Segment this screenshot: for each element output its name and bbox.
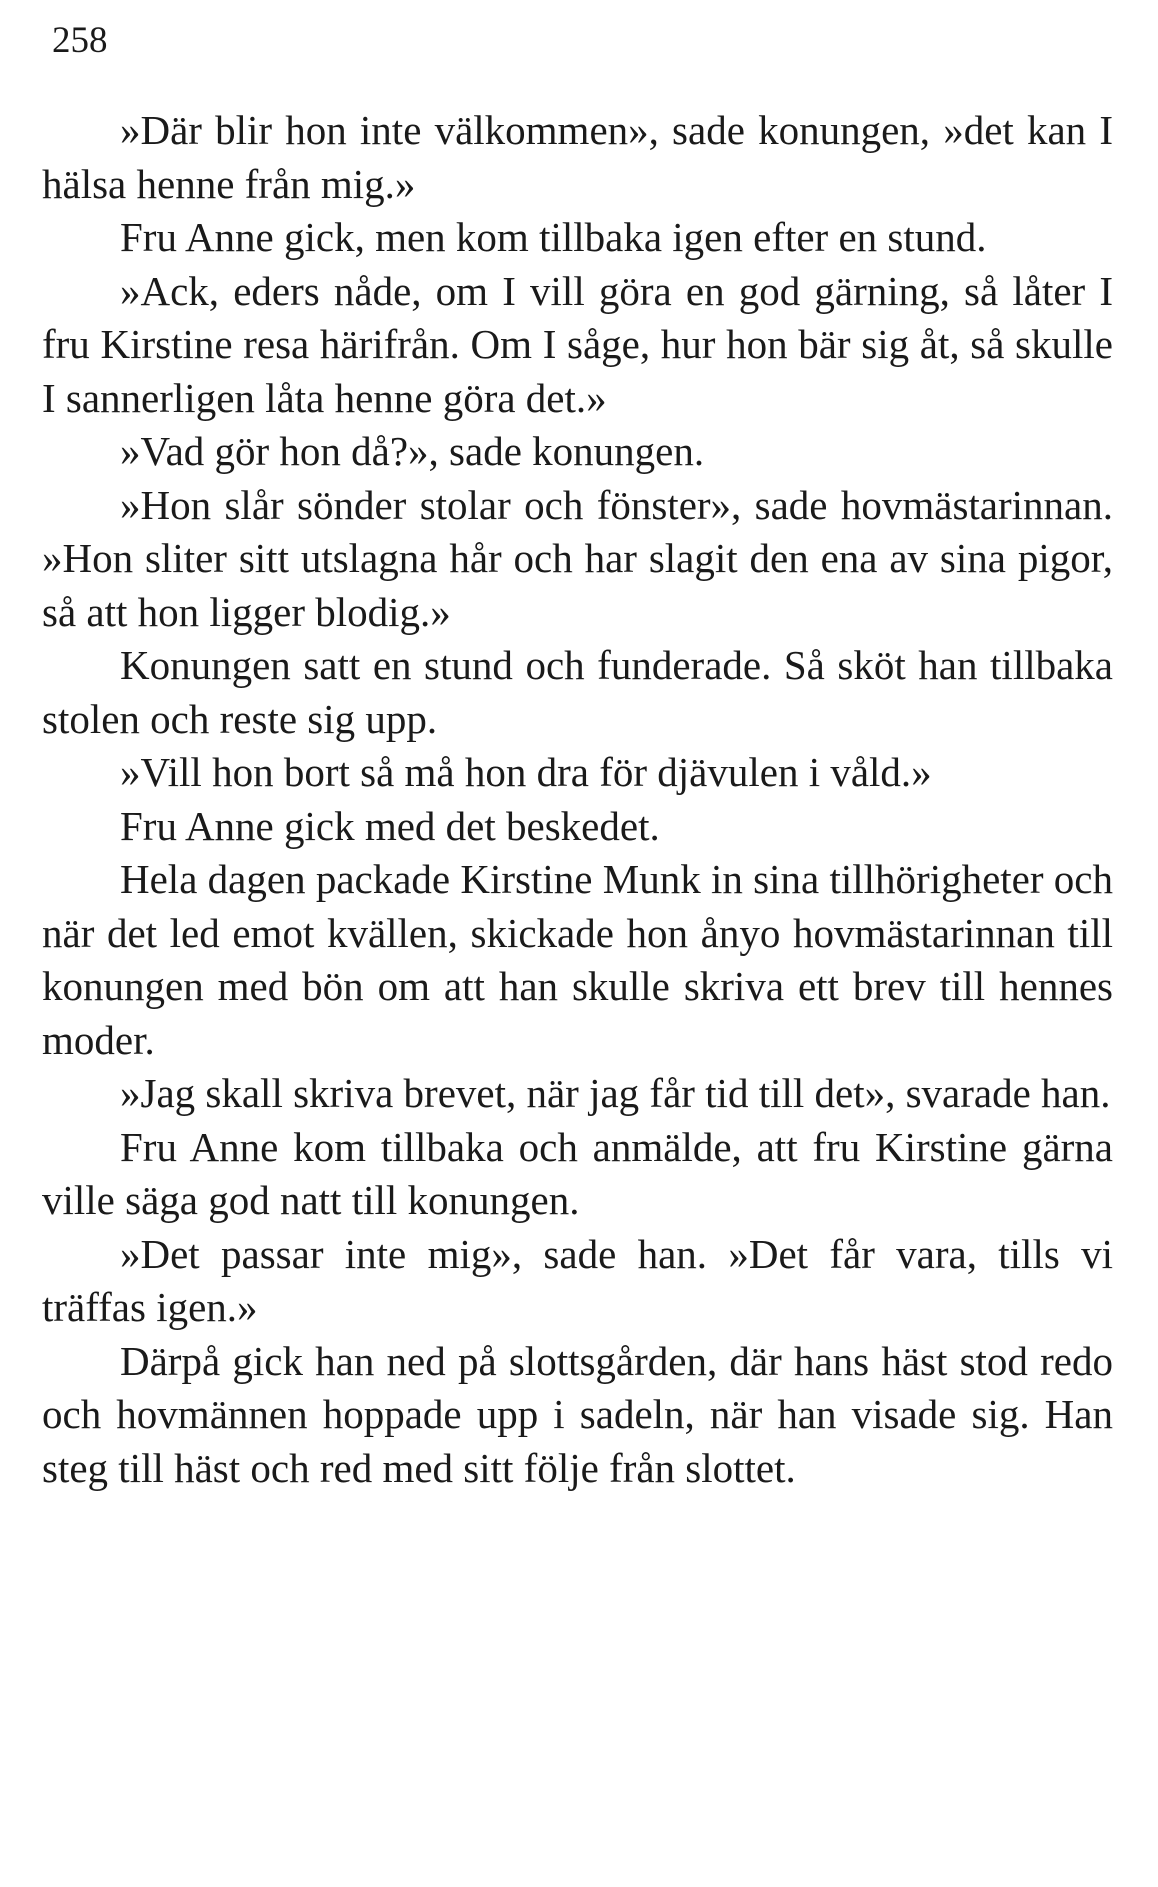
paragraph-12: »Det passar inte mig», sade han. »Det får vara, tills vi träffas igen.» — [42, 1230, 1113, 1330]
paragraph-9: Hela dagen packade Kirstine Munk in sina tillhörigheter och när det led emot kvällen, skickade hon ånyo hovmästarinnan till konungen med bön om att han skulle skriva ett brev till hennes moder. — [42, 856, 1113, 1063]
paragraph-1: »Där blir hon inte välkommen», sade konungen, »det kan I hälsa henne från mig.» — [42, 107, 1113, 207]
paragraph-7: »Vill hon bort så må hon dra för djävulen i våld.» — [120, 749, 932, 795]
paragraph-8: Fru Anne gick med det beskedet. — [120, 802, 660, 849]
paragraph-3: »Ack, eders nåde, om I vill göra en god gärning, så låter I fru Kirstine resa härifrån. Om I såge, hur hon bär sig åt, så skulle I sannerligen låta henne göra det.» — [42, 267, 1113, 421]
paragraph-2: Fru Anne gick, men kom tillbaka igen efter en stund. — [120, 214, 987, 260]
paragraph-5: »Hon slår sönder stolar och fönster», sade hovmästarinnan. »Hon sliter sitt utslagna hår och har slagit den ena av sina pigor, så att hon ligger blodig.» — [42, 481, 1113, 635]
paragraph-10: »Jag skall skriva brevet, när jag får tid till det», svarade han. — [120, 1070, 1111, 1116]
paragraph-4: »Vad gör hon då?», sade konungen. — [120, 428, 705, 474]
paragraph-13: Därpå gick han ned på slottsgården, där hans häst stod redo och hovmännen hoppade upp i sadeln, när han visade sig. Han steg till häst och red med sitt följe från slottet. — [42, 1337, 1113, 1491]
page-number: 258 — [52, 20, 108, 61]
paragraph-6: Konungen satt en stund och funderade. Så sköt han tillbaka stolen och reste sig upp. — [42, 642, 1113, 742]
body-text — [42, 104, 1113, 1495]
paragraph-11: Fru Anne kom tillbaka och anmälde, att fru Kirstine gärna ville säga god natt till konungen. — [42, 1123, 1113, 1223]
